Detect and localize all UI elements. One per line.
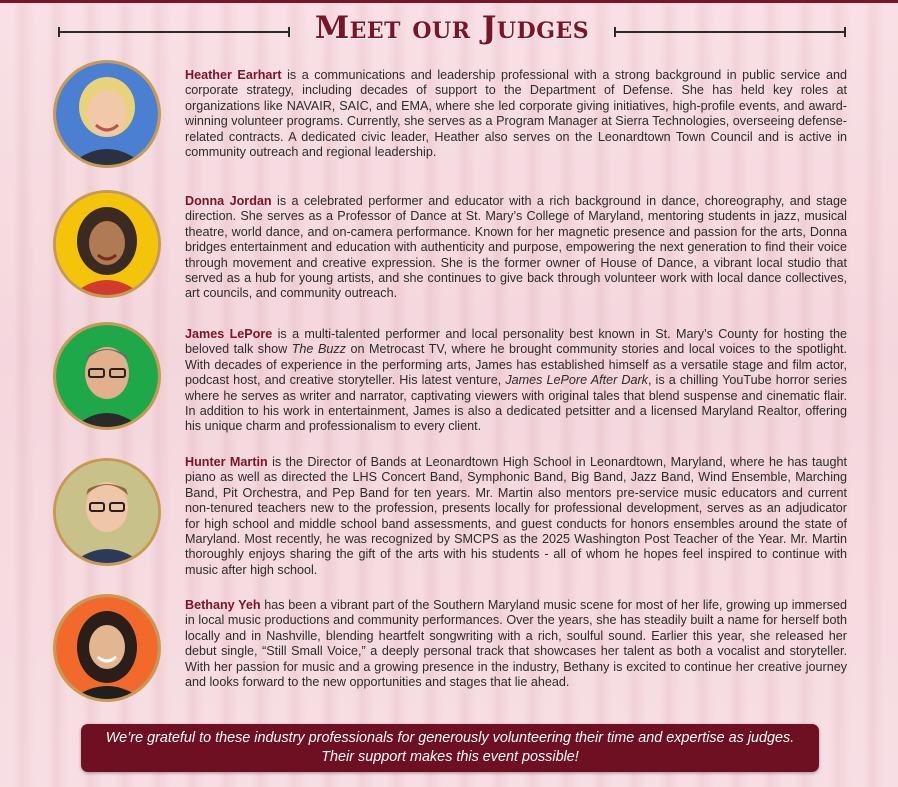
judge-name: Bethany Yeh bbox=[185, 598, 261, 612]
judge-name: Donna Jordan bbox=[185, 194, 272, 208]
bio-text: is a multi-talented performer and local personality best known in St. Mary’s County for hosting the beloved talk show bbox=[185, 327, 847, 357]
bio-text: on Metrocast TV, where he brought community stories and local voices to the spotlight. With decades of experience in the performing arts, James has established himself as a versatile stage and film actor, podcast host, and creative storyteller. His latest venture, bbox=[185, 342, 847, 388]
portrait-icon bbox=[56, 597, 158, 699]
judge-name: James LePore bbox=[185, 327, 273, 341]
banner-line-2: Their support makes this event possible! bbox=[321, 749, 579, 765]
top-border bbox=[0, 0, 898, 3]
bio-text: is a communications and leadership professional with a strong background in public service and corporate strategy, including decades of support to the Department of Defense. She has held key roles at organizations like NAVAIR, SAIC, and EMA, where she led corporate giving initiatives, high-profile events, and award-winning volunteer programs. Currently, she serves as a Program Manager at Sierra Technologies, overseeing defense-related contracts. A dedicated civic leader, Heather also serves on the Leonardtown Town Council and is active in community outreach and regional leadership. bbox=[185, 68, 847, 160]
judge-photo-heather bbox=[53, 60, 161, 168]
series-title: James LePore After Dark bbox=[505, 373, 648, 388]
judge-photo-hunter bbox=[53, 458, 161, 566]
bio-text: is a celebrated performer and educator with a rich background in dance, choreography, and stage direction. She serves as a Professor of Dance at St. Mary’s College of Maryland, mentoring students in jazz, musical theatre, world dance, and on-camera performance. Known for her magnetic presence and passion for the arts, Donna bridges entertainment and education with authenticity and purpose, empowering the next generation to find their voice through movement and creative expression. She is the former owner of House of Dance, a vibrant local studio that served as a hub for young artists, and she continues to give back through volunteer work with local dance collectives, art councils, and community outreach. bbox=[185, 194, 847, 301]
judge-bio bbox=[185, 194, 847, 302]
bio-text: has been a vibrant part of the Southern Maryland music scene for most of her life, growing up immersed in local music productions and community performances. Over the years, she has steadily built a name for herself both locally and in Nashville, blending heartfelt songwriting with a rich, soulful sound. Earlier this year, she released her debut single, “Still Small Voice,” a deeply personal track that showcases her talent as both a vocalist and storyteller. With her passion for music and a growing presence in the industry, Bethany is excited to continue her creative journey and looks forward to the new opportunities and stages that lie ahead. bbox=[185, 598, 848, 690]
portrait-icon bbox=[56, 461, 158, 563]
portrait-icon bbox=[56, 193, 158, 295]
thank-you-banner bbox=[81, 724, 819, 772]
title-divider-left bbox=[58, 31, 290, 33]
judge-bio bbox=[185, 455, 847, 578]
title-divider-right bbox=[614, 31, 846, 33]
header bbox=[0, 10, 898, 50]
banner-text bbox=[81, 724, 819, 767]
judge-name: Heather Earhart bbox=[185, 68, 282, 82]
judge-photo-bethany bbox=[53, 594, 161, 702]
judge-photo-james bbox=[53, 322, 161, 430]
banner-line-1: We’re grateful to these industry professionals for generously volunteering their time and expertise as judges. bbox=[105, 730, 795, 746]
bio-text: is the Director of Bands at Leonardtown High School in Leonardtown, Maryland, where he has taught piano as well as directed the LHS Concert Band, Symphonic Band, Big Band, Jazz Band, Wind Ensemble, Marching Band, Pit Orchestra, and Pep Band for ten years. Mr. Martin also mentors pre-service music educators and current non-tenured teachers new to the profession, presents locally for professional development, serves as an adjudicator for high school and middle school band assessments, and guest conducts for honors ensembles around the state of Maryland. Most recently, he was recognized by SMCPS as the 2025 Washington Post Teacher of the Year. Mr. Martin thoroughly enjoys sharing the gift of the arts with his students - all of whom he hopes feel inspired to continue with music after high school. bbox=[185, 455, 848, 577]
show-title: The Buzz bbox=[291, 342, 346, 357]
portrait-icon bbox=[56, 63, 158, 165]
bio-text: , is a chilling YouTube horror series where he serves as writer and narrator, captivating viewers with original tales that blend suspense and cinematic flair. In addition to his work in entertainment, James is also a dedicated petsitter and a licensed Maryland Realtor, offering his unique charm and professionalism to every client. bbox=[185, 373, 847, 434]
judge-photo-donna bbox=[53, 190, 161, 298]
judge-name: Hunter Martin bbox=[185, 455, 268, 469]
judge-bio bbox=[185, 68, 847, 160]
judge-bio bbox=[185, 327, 847, 435]
portrait-icon bbox=[56, 325, 158, 427]
page-title: Meet our Judges bbox=[314, 10, 590, 46]
judge-bio bbox=[185, 598, 847, 690]
